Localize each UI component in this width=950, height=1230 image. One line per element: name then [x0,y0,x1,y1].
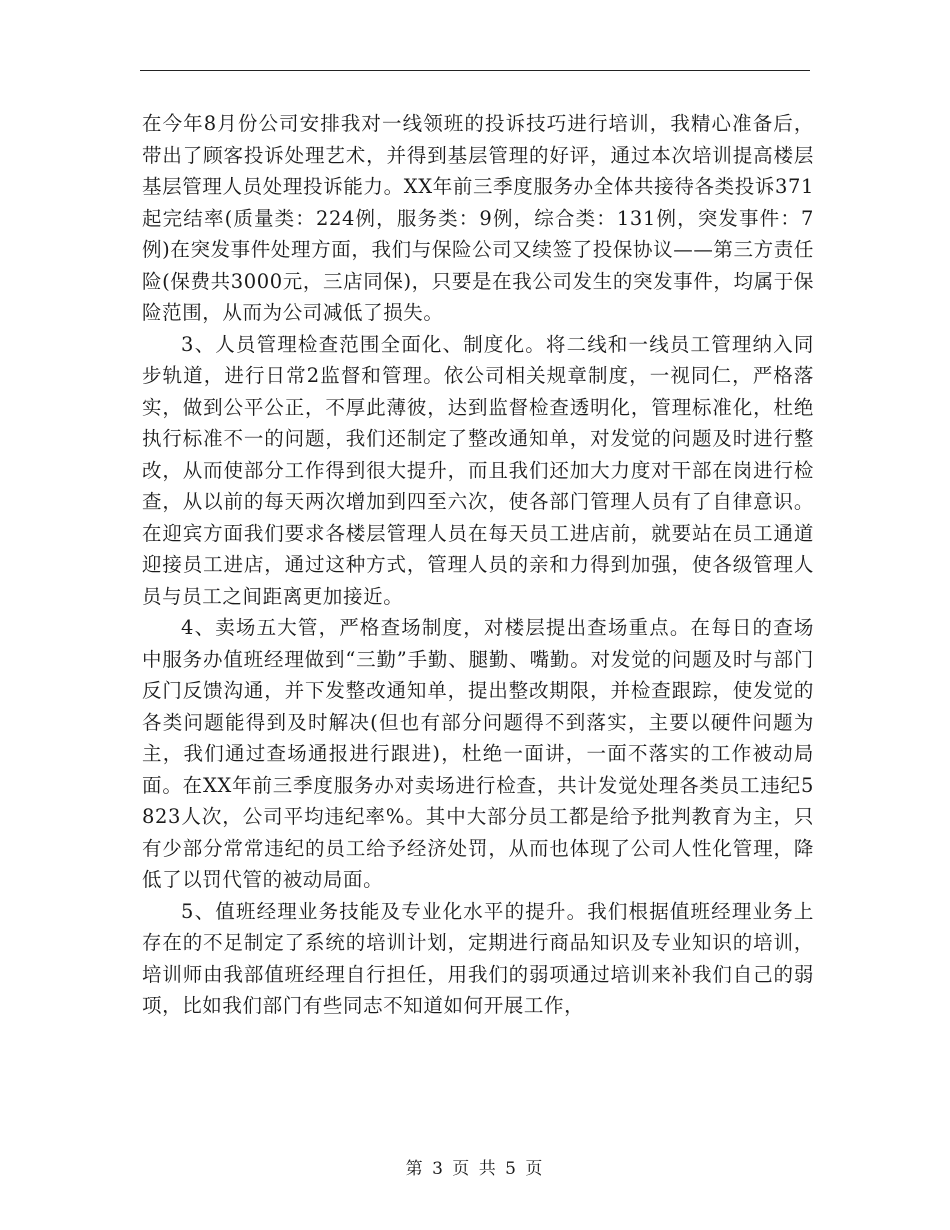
paragraph-personnel-management: 3、人员管理检查范围全面化、制度化。将二线和一线员工管理纳入同步轨道，进行日常2监督和管理。依公司相关规章制度，一视同仁，严格落实，做到公平公正，不厚此薄彼，达到监督检查透明化，管理标准化，杜绝执行标准不一的问题，我们还制定了整改通知单，对发觉的问题及时进行整改，从而使部分工作得到很大提升，而且我们还加大力度对干部在岗进行检查，从以前的每天两次增加到四至六次，使各部门管理人员有了自律意识。在迎宾方面我们要求各楼层管理人员在每天员工进店前，就要站在员工通道迎接员工进店，通过这种方式，管理人员的亲和力得到加强，使各级管理人员与员工之间距离更加接近。 [142,332,814,608]
paragraph-floor-inspection: 4、卖场五大管，严格查场制度，对楼层提出查场重点。在每日的查场中服务办值班经理做到“三勤”手勤、腿勤、嘴勤。对发觉的问题及时与部门反门反馈沟通，并下发整改通知单，提出整改期限，并检查跟踪，使发觉的各类问题能得到及时解决(但也有部分问题得不到落实，主要以硬件问题为主，我们通过查场通报进行跟进)，杜绝一面讲，一面不落实的工作被动局面。在XX年前三季度服务办对卖场进行检查，共计发觉处理各类员工违纪5823人次，公司平均违纪率%。其中大部分员工都是给予批判教育为主，只有少部分常常违纪的员工给予经济处罚，从而也体现了公司人性化管理，降低了以罚代管的被动局面。 [142,616,814,891]
document-body [142,108,814,1022]
page-number-footer: 第 3 页 共 5 页 [405,1159,545,1179]
header-rule [140,70,810,71]
paragraph-complaint-training: 在今年8月份公司安排我对一线领班的投诉技巧进行培训，我精心准备后，带出了顾客投诉处理艺术，并得到基层管理的好评，通过本次培训提高楼层基层管理人员处理投诉能力。XX年前三季度服务办全体共接待各类投诉371起完结率(质量类：224例，服务类：9例，综合类：131例，突发事件：7例)在突发事件处理方面，我们与保险公司又续签了投保协议——第三方责任险(保费共3000元，三店同保)，只要是在我公司发生的突发事件，均属于保险范围，从而为公司减低了损失。 [142,112,814,324]
paragraph-manager-skills: 5、值班经理业务技能及专业化水平的提升。我们根据值班经理业务上存在的不足制定了系统的培训计划，定期进行商品知识及专业知识的培训，培训师由我部值班经理自行担任，用我们的弱项通过培训来补我们自己的弱项，比如我们部门有些同志不知道如何开展工作， [142,899,814,1017]
